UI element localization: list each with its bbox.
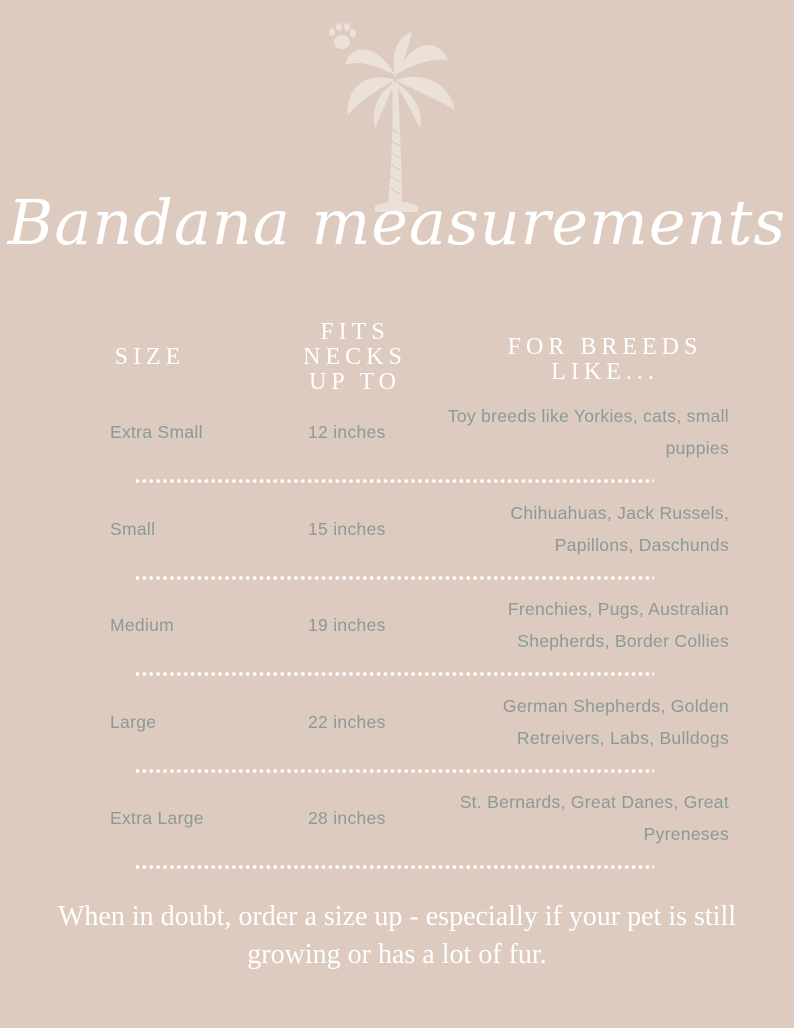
table-row <box>0 593 794 690</box>
header-breeds: FOR BREEDS LIKE... <box>507 334 703 385</box>
dotted-divider <box>134 768 654 774</box>
breeds-cell: Frenchies, Pugs, Australian Shepherds, Border Collies <box>507 599 729 651</box>
table-row <box>0 400 794 497</box>
dotted-divider <box>134 864 654 870</box>
breeds-cell: German Shepherds, Golden Retreivers, Labs, Bulldogs <box>502 695 729 748</box>
dotted-divider <box>134 575 654 581</box>
fits-cell: 12 inches <box>308 422 386 442</box>
header-fits-necks: FITS NECKS UP TO <box>303 319 407 395</box>
size-table <box>0 400 794 883</box>
size-cell: Extra Large <box>110 808 204 828</box>
breeds-cell: Chihuahuas, Jack Russels, Papillons, Daschunds <box>510 502 729 555</box>
breeds-cell: Toy breeds like Yorkies, cats, small puppies <box>447 406 729 458</box>
fits-cell: 22 inches <box>308 711 386 732</box>
dotted-divider <box>134 671 654 677</box>
table-row <box>0 786 794 883</box>
header-size: SIZE <box>114 344 186 370</box>
footer-note: When in doubt, order a size up - especially if your pet is still growing or has a lot of fur. <box>57 901 737 970</box>
dotted-divider <box>134 478 654 484</box>
size-cell: Large <box>110 711 157 732</box>
size-cell: Medium <box>110 615 175 635</box>
size-cell: Small <box>110 518 156 539</box>
fits-cell: 15 inches <box>308 518 386 539</box>
fits-cell: 28 inches <box>308 808 386 828</box>
fits-cell: 19 inches <box>308 615 386 635</box>
breeds-cell: St. Bernards, Great Danes, Great Pyreneses <box>459 792 729 844</box>
table-row <box>0 690 794 787</box>
size-cell: Extra Small <box>110 422 203 442</box>
page-title: Bandana measurements <box>7 186 787 259</box>
table-row <box>0 497 794 594</box>
